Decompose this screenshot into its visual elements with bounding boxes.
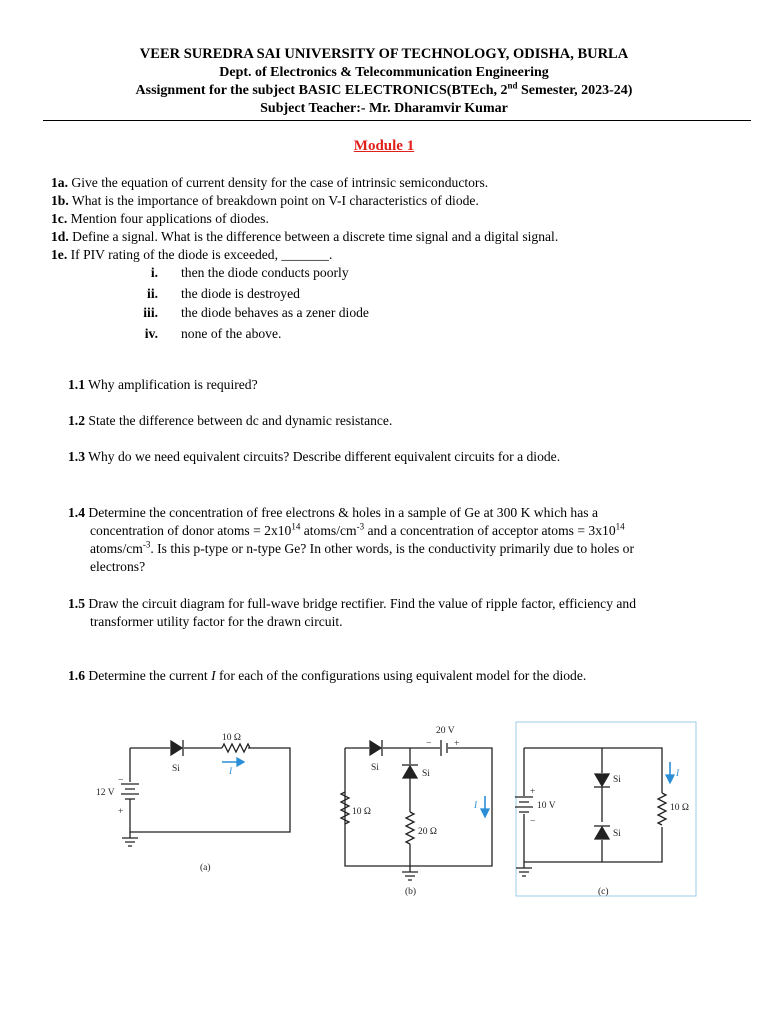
department-name: Dept. of Electronics & Telecommunication Engineering (219, 65, 549, 80)
subject-teacher: Subject Teacher:- Mr. Dharamvir Kumar (260, 101, 508, 116)
circuit-c-plus: + (530, 787, 536, 797)
circuit-b-current-label: I (474, 801, 478, 811)
circuit-a-res-label: 10 Ω (222, 733, 241, 743)
question-1-5: 1.5 Draw the circuit diagram for full-wave bridge rectifier. Find the value of ripple factor, efficiency and transformer utility factor for the drawn circuit. (68, 596, 637, 629)
question-1-3: 1.3 Why do we need equivalent circuits? Describe different equivalent circuits for a diode. (68, 449, 561, 464)
option-text-i: then the diode conducts poorly (181, 265, 349, 280)
circuit-b-battery-icon (441, 740, 447, 756)
circuit-c-diode1-label: Si (613, 775, 621, 785)
circuit-a-ground-icon (122, 832, 138, 846)
circuit-b-label: (b) (405, 887, 417, 897)
circuit-b-diode2-label: Si (422, 769, 430, 779)
question-1e: 1e. If PIV rating of the diode is exceeded, _______. (51, 247, 333, 262)
circuit-b-source-label: 20 V (436, 726, 455, 736)
circuit-b-res2-label: 20 Ω (418, 827, 437, 837)
header-divider (43, 120, 751, 121)
circuit-b-diode1-icon (370, 741, 381, 755)
circuit-a-resistor-icon (222, 744, 250, 752)
circuit-c-battery-icon (515, 797, 533, 812)
question-1b: 1b. What is the importance of breakdown point on V-I characteristics of diode. (51, 193, 479, 208)
option-text-ii: the diode is destroyed (181, 286, 300, 301)
circuit-a-minus: − (118, 776, 124, 786)
circuit-a (121, 740, 290, 846)
circuit-b-plus: + (454, 739, 460, 749)
circuit-c-diode2-label: Si (613, 829, 621, 839)
module-title: Module 1 (353, 138, 415, 154)
option-number-i: i. (150, 265, 158, 280)
question-1-2: 1.2 State the difference between dc and dynamic resistance. (68, 413, 393, 428)
circuit-a-source-label: 12 V (96, 788, 115, 798)
circuit-b-minus: − (426, 739, 432, 749)
circuit-a-diode-icon (171, 741, 182, 755)
circuit-a-battery-icon (121, 784, 139, 805)
assignment-title: Assignment for the subject BASIC ELECTRONICS(BTEch, 2nd Semester, 2023-24) (135, 80, 633, 98)
circuit-c-diode1-icon (595, 774, 609, 786)
circuit-c-current-label: I (676, 769, 680, 779)
option-text-iv: none of the above. (181, 326, 282, 341)
university-name: VEER SUREDRA SAI UNIVERSITY OF TECHNOLOGY, ODISHA, BURLA (139, 46, 629, 62)
question-1c: 1c. Mention four applications of diodes. (51, 211, 269, 226)
circuit-figures (0, 700, 768, 910)
question-1-6: 1.6 Determine the current I for each of the configurations using equivalent model for the diode. (68, 668, 587, 683)
question-1a: 1a. Give the equation of current density for the case of intrinsic semiconductors. (51, 175, 489, 190)
option-number-ii: ii. (147, 286, 158, 301)
question-1d: 1d. Define a signal. What is the difference between a discrete time signal and a digital signal. (51, 229, 559, 244)
circuit-a-label: (a) (200, 863, 211, 873)
circuit-c-diode2-icon (595, 827, 609, 839)
circuit-c-res-label: 10 Ω (670, 803, 689, 813)
circuit-a-plus: + (118, 807, 124, 817)
question-1-4: 1.4 Determine the concentration of free electrons & holes in a sample of Ge at 300 K which has a concentration of donor atoms = $2x10^{14}$ atoms/$cm^{-3}$ and a concentration of acceptor atoms = $3x10^{14}$ atoms/$cm^{-3}$. Is this p-type or n-type Ge? In other words, is the conductivity primarily due to holes or electrons? (68, 505, 634, 574)
circuit-c-source-label: 10 V (537, 801, 556, 811)
circuit-c-res-icon (658, 793, 666, 825)
option-text-iii: the diode behaves as a zener diode (181, 305, 369, 320)
option-number-iii: iii. (143, 305, 158, 320)
circuit-a-diode-label: Si (172, 764, 180, 774)
circuit-b-res1-label: 10 Ω (352, 807, 371, 817)
circuit-b-ground-icon (402, 866, 418, 880)
circuit-c-label: (c) (598, 887, 609, 897)
circuit-b-diode2-icon (403, 766, 417, 778)
circuit-c-ground-icon (516, 862, 532, 876)
question-1-1: 1.1 Why amplification is required? (68, 377, 258, 392)
circuit-a-current-label: I (229, 767, 233, 777)
circuit-c-minus: − (530, 817, 536, 827)
option-number-iv: iv. (144, 326, 158, 341)
circuit-b-diode1-label: Si (371, 763, 379, 773)
circuit-b-res2-icon (406, 812, 414, 844)
